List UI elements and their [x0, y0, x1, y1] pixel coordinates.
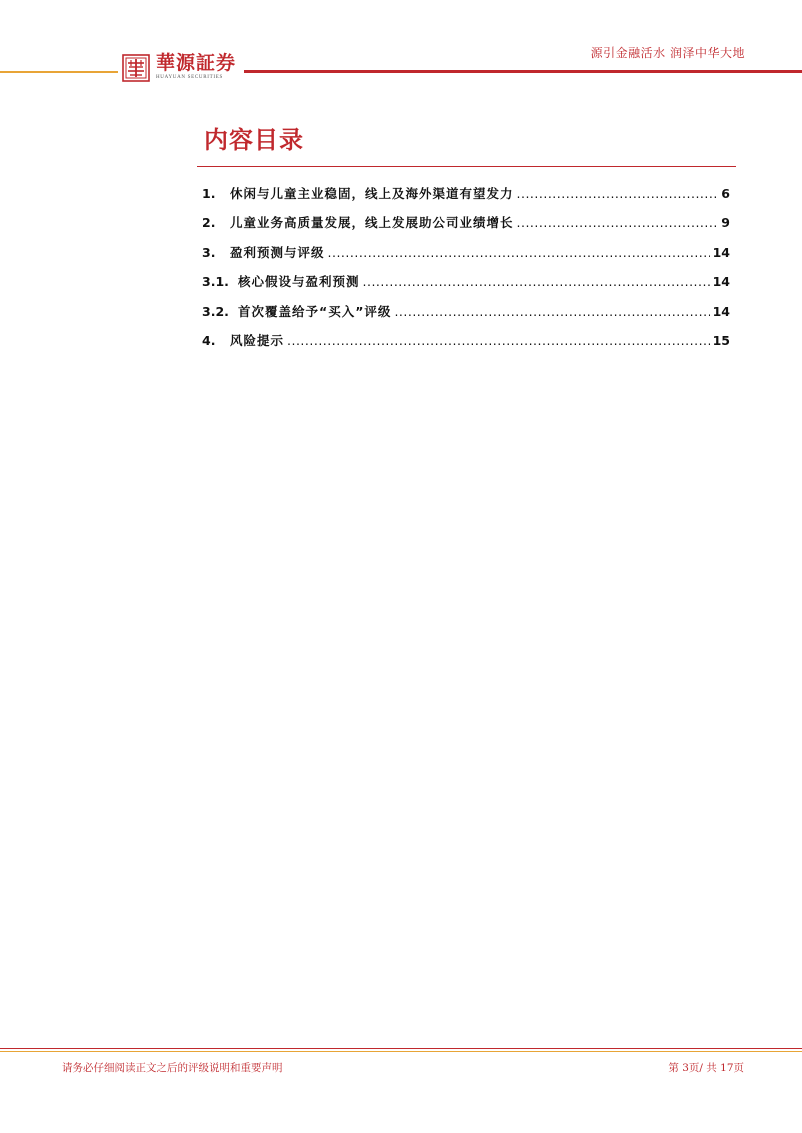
toc-entry-title: 风险提示 [230, 332, 285, 348]
toc-entry[interactable] [202, 184, 730, 213]
toc-entry-title: 首次覆盖给予“买入”评级 [238, 303, 392, 319]
header-rule [244, 70, 802, 73]
toc-leader-dots [363, 274, 710, 289]
toc-entry-page: 14 [712, 303, 730, 319]
toc-entry[interactable] [202, 331, 730, 360]
toc-leader-dots [517, 215, 719, 230]
header-rule-accent [0, 71, 118, 73]
toc-entry-title: 盈利预测与评级 [230, 244, 325, 260]
toc-entry-number: 4. [202, 332, 216, 348]
toc-entry-page: 14 [712, 244, 730, 260]
logo-chinese-name: 華源証券 [156, 52, 237, 74]
toc-entry-number: 2. [202, 215, 216, 231]
toc-entry[interactable] [202, 272, 730, 301]
title-divider [197, 166, 736, 167]
header-slogan: 源引金融活水 润泽中华大地 [590, 46, 745, 60]
toc-entry-page: 9 [721, 215, 730, 231]
huayuan-emblem-icon [122, 54, 150, 82]
toc-entry-number: 1. [202, 186, 216, 201]
logo-english-name: HUAYUAN SECURITIES [156, 75, 224, 80]
toc-entry-title: 休闲与儿童主业稳固，线上及海外渠道有望发力 [230, 186, 514, 201]
footer-disclaimer: 请务必仔细阅读正文之后的评级说明和重要声明 [62, 1062, 283, 1074]
footer-rule-accent [0, 1051, 802, 1052]
page-number: 第 3页/ 共 17页 [668, 1062, 744, 1074]
toc-entry-number: 3.1. [202, 274, 229, 290]
toc-leader-dots [328, 245, 710, 260]
footer-rule [0, 1048, 802, 1049]
toc-entry-title: 儿童业务高质量发展，线上发展助公司业绩增长 [230, 215, 514, 231]
toc-leader-dots [517, 186, 719, 201]
page-title: 内容目录 [204, 126, 304, 154]
toc-leader-dots [394, 304, 709, 319]
toc-entry-page: 6 [721, 186, 730, 201]
toc-entry-number: 3. [202, 244, 216, 260]
toc-entry[interactable] [202, 243, 730, 272]
company-logo [118, 52, 244, 88]
toc-entry-page: 15 [712, 332, 730, 348]
toc-entry[interactable] [202, 213, 730, 242]
toc-entry-page: 14 [712, 274, 730, 290]
table-of-contents [202, 184, 730, 360]
toc-entry-title: 核心假设与盈利预测 [238, 274, 360, 290]
toc-entry-number: 3.2. [202, 303, 229, 319]
toc-entry[interactable] [202, 302, 730, 331]
toc-leader-dots [287, 333, 710, 348]
